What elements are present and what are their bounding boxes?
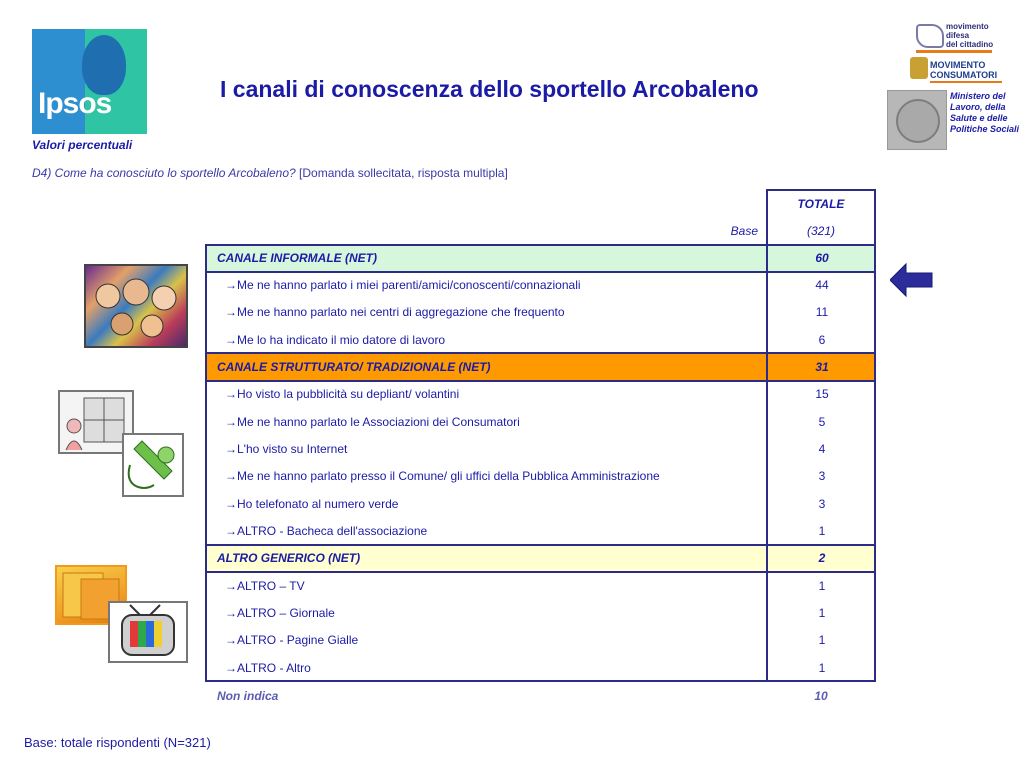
section-divider [205,571,876,573]
base-label: Base [730,224,758,238]
row-value: 15 [815,387,829,401]
question-italic: D4) Come ha conosciuto lo sportello Arcobaleno? [32,166,296,180]
row-value: 1 [818,633,826,647]
mdc-line1: movimento [946,22,989,31]
section-divider [205,544,876,546]
television-illustration [108,601,188,663]
movimento-difesa-cittadino-logo [916,20,996,52]
row-label: →Me ne hanno parlato presso il Comune/ gli uffici della Pubblica Amministrazione [225,469,660,483]
row-value: 44 [815,278,829,292]
row-value: 31 [815,360,829,374]
page-title: I canali di conoscenza dello sportello Arcobaleno [220,76,759,102]
people-talking-illustration [84,264,188,348]
row-value: 5 [818,415,826,429]
row-label: →L'ho visto su Internet [225,442,348,456]
row-label: →Me ne hanno parlato nei centri di aggregazione che frequento [225,305,565,319]
row-label: →Ho telefonato al numero verde [225,497,399,511]
ministero-text: Ministero del Lavoro, della Salute e delle Politiche Sociali [950,91,1020,134]
section-divider [205,352,876,354]
row-label: CANALE INFORMALE (NET) [217,251,377,265]
column-divider [766,189,768,682]
row-label: CANALE STRUTTURATO/ TRADIZIONALE (NET) [217,360,491,374]
row-label: →ALTRO - Altro [225,661,311,675]
row-label: →ALTRO – Giornale [225,606,335,620]
row-value: 1 [818,524,826,538]
ipsos-logo-text: Ipsos [38,87,112,120]
row-value: 4 [818,442,826,456]
row-label: →Ho visto la pubblicità su depliant/ volantini [225,387,460,401]
row-label: ALTRO GENERICO (NET) [217,551,361,565]
page-subtitle: Valori percentuali [32,138,133,152]
row-value: 11 [815,305,829,319]
ipsos-logo [32,29,147,134]
left-arrow-icon [890,262,934,298]
footnote: Base: totale rispondenti (N=321) [24,735,211,750]
row-value: 1 [818,606,826,620]
row-label: →ALTRO - Bacheca dell'associazione [225,524,428,538]
row-label: →Me ne hanno parlato le Associazioni dei Consumatori [225,415,520,429]
ministero-emblem [887,90,947,150]
table-frame [205,244,876,682]
row-label: →ALTRO – TV [225,579,305,593]
non-indica-value: 10 [814,689,828,703]
column-header-totale: TOTALE [797,197,845,211]
row-value: 3 [818,469,826,483]
mdc-line3: del cittadino [946,40,994,49]
telephone-illustration [122,433,184,497]
movimento-consumatori-logo [910,57,1000,83]
mc-line1: MOVIMENTO [930,60,986,70]
row-label: →Me lo ha indicato il mio datore di lavoro [225,333,446,347]
non-indica-label: Non indica [217,689,279,703]
mdc-line2: difesa [946,31,970,40]
row-label: →ALTRO - Pagine Gialle [225,633,359,647]
section-divider [205,380,876,382]
question-note: [Domanda sollecitata, risposta multipla] [295,166,508,180]
row-value: 60 [815,251,829,265]
row-label: →Me ne hanno parlato i miei parenti/amici/conoscenti/connazionali [225,278,581,292]
base-value: (321) [806,224,835,238]
row-value: 1 [818,579,826,593]
mc-line2: CONSUMATORI [930,70,998,80]
section-divider [205,271,876,273]
row-value: 1 [818,661,826,675]
question-text [32,166,508,180]
row-value: 6 [818,333,826,347]
row-value: 2 [818,551,826,565]
row-value: 3 [818,497,826,511]
